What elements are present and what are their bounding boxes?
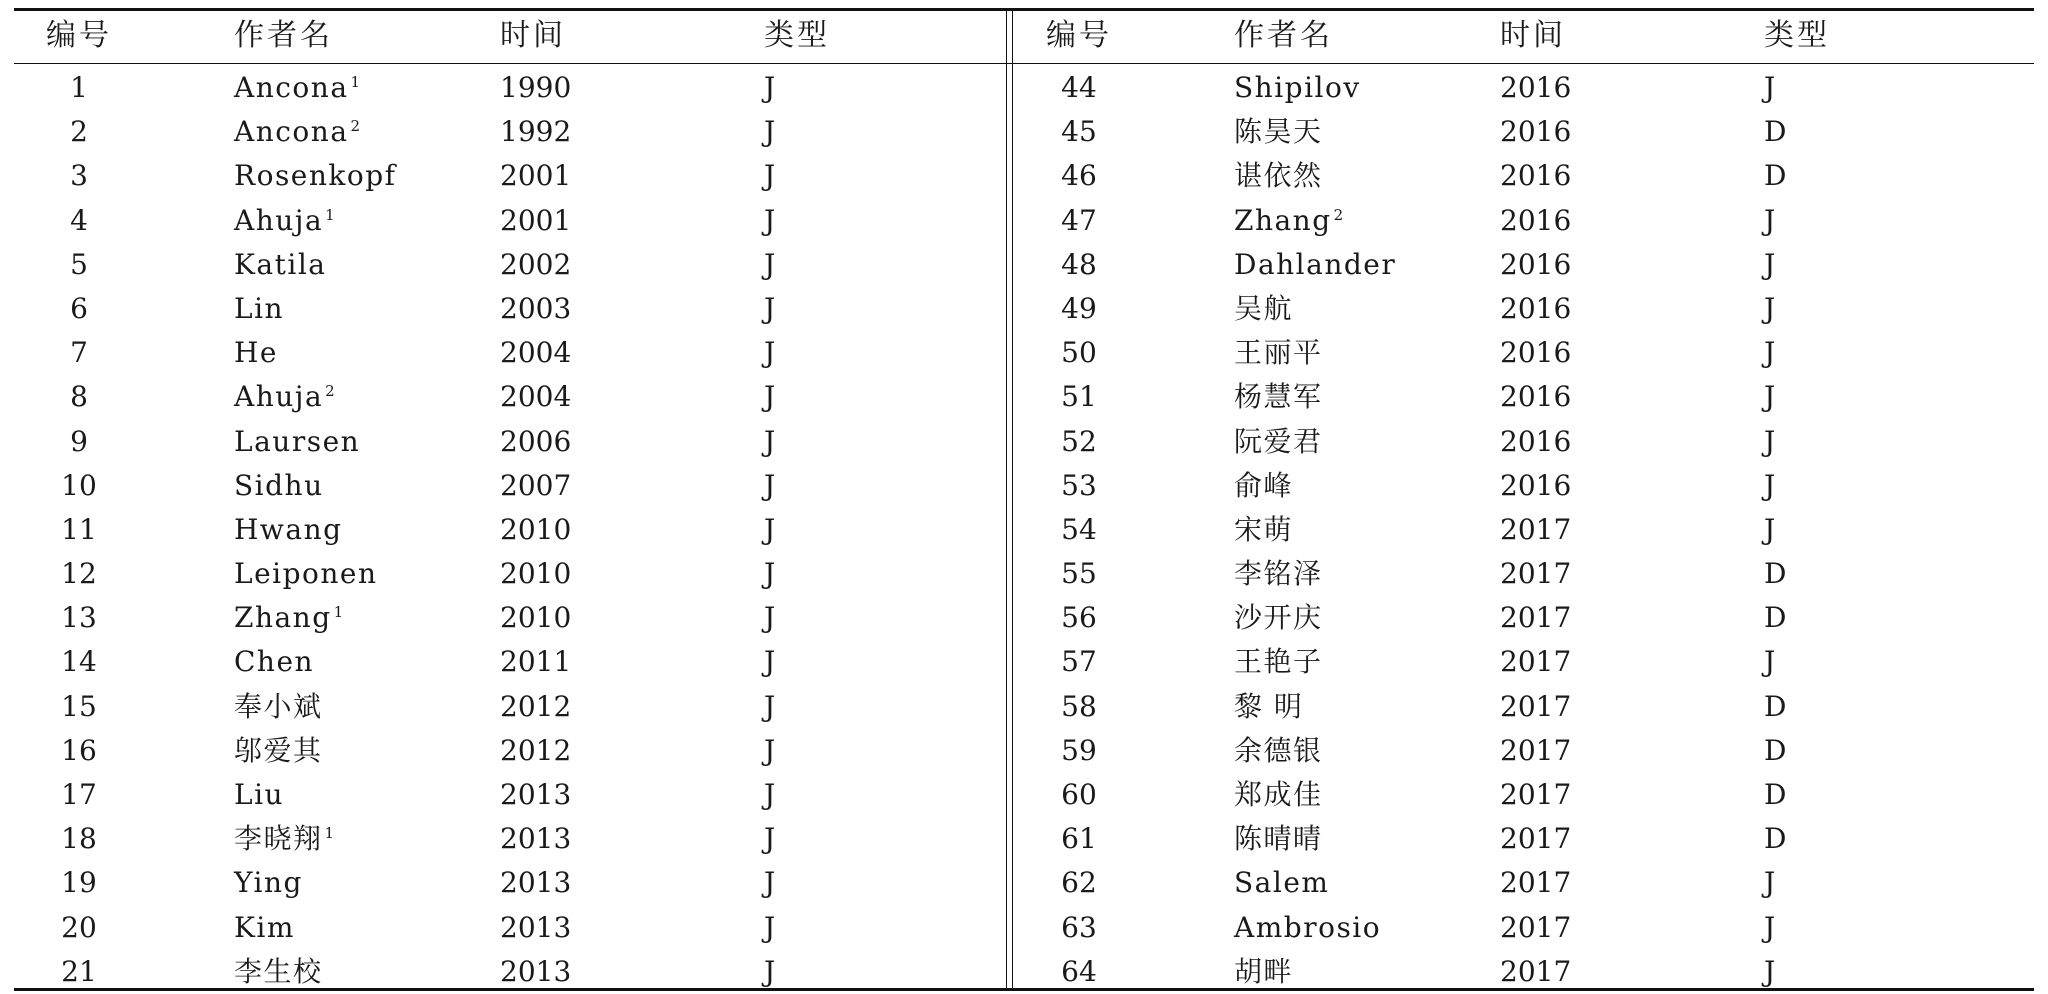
author-name: 黎 明: [1234, 689, 1304, 723]
divider-line-b: [1012, 8, 1013, 991]
publication-type: J: [1764, 512, 1776, 546]
publication-year: 2013: [500, 866, 572, 900]
author-name: 王艳子: [1234, 645, 1323, 679]
header-number: 编号: [1046, 18, 1112, 53]
publication-type: J: [764, 115, 776, 149]
author-name: Lin: [234, 291, 285, 325]
publication-year: 2017: [1500, 689, 1572, 723]
publication-year: 2010: [500, 601, 572, 635]
table-row: [14, 287, 1004, 331]
table-row: [14, 199, 1004, 243]
publication-type: J: [764, 822, 776, 856]
left-table-half: [14, 8, 1004, 991]
publication-type: J: [764, 601, 776, 635]
publication-type: D: [1764, 733, 1787, 767]
table-row: [1014, 110, 2034, 154]
author-name: Leiponen: [234, 557, 378, 591]
table-row: [1014, 685, 2034, 729]
row-number: 44: [1061, 71, 1097, 104]
publication-year: 2016: [1500, 159, 1572, 193]
publication-year: 2017: [1500, 822, 1572, 856]
table-row: [1014, 66, 2034, 110]
table-row: [1014, 596, 2034, 640]
table-row: [14, 685, 1004, 729]
row-number: 62: [1061, 866, 1097, 900]
table-row: [1014, 420, 2034, 464]
author-name: Katila: [234, 247, 327, 281]
row-number: 20: [61, 910, 97, 944]
table-row: [14, 66, 1004, 110]
publication-type: D: [1764, 159, 1787, 193]
publication-year: 2017: [1500, 557, 1572, 591]
publication-year: 2016: [1500, 336, 1572, 370]
author-name: Chen: [234, 645, 315, 679]
author-name: 陈晴晴: [1234, 822, 1323, 856]
row-number: 48: [1061, 247, 1097, 281]
publication-year: 2013: [500, 822, 572, 856]
row-number: 54: [1061, 512, 1097, 546]
publication-type: J: [764, 291, 776, 325]
header-time: 时间: [1500, 18, 1566, 53]
publication-year: 2017: [1500, 645, 1572, 679]
header-author: 作者名: [234, 18, 333, 53]
publication-type: J: [764, 159, 776, 193]
publication-year: 2017: [1500, 601, 1572, 635]
header-number: 编号: [46, 18, 112, 53]
row-number: 7: [70, 336, 88, 370]
table-row: [1014, 817, 2034, 861]
row-number: 55: [1061, 557, 1097, 591]
row-number: 47: [1061, 203, 1097, 237]
table-body: [1014, 66, 2034, 994]
publication-year: 2002: [500, 247, 572, 281]
author-name: Laursen: [234, 424, 361, 458]
publication-year: 2010: [500, 557, 572, 591]
table-row: [1014, 464, 2034, 508]
author-name: Ahuja $^1$: [234, 203, 335, 237]
author-table: [14, 8, 2034, 991]
publication-year: 2016: [1500, 424, 1572, 458]
author-name: 李生校: [234, 954, 323, 988]
row-number: 3: [70, 159, 88, 193]
publication-type: J: [764, 954, 776, 988]
publication-year: 2017: [1500, 910, 1572, 944]
table-row: [1014, 199, 2034, 243]
row-number: 11: [61, 512, 97, 546]
publication-type: J: [764, 910, 776, 944]
publication-year: 2016: [1500, 247, 1572, 281]
table-body: [14, 66, 1004, 994]
superscript-index: 1: [325, 205, 335, 224]
publication-type: J: [764, 866, 776, 900]
publication-type: J: [1764, 380, 1776, 414]
author-name: Shipilov: [1234, 71, 1361, 104]
publication-year: 2004: [500, 380, 572, 414]
row-number: 5: [70, 247, 88, 281]
author-name: 杨慧军: [1234, 380, 1323, 414]
publication-type: J: [764, 689, 776, 723]
author-name: 胡畔: [1234, 954, 1294, 988]
row-number: 6: [70, 291, 88, 325]
publication-year: 1992: [500, 115, 572, 149]
table-row: [1014, 154, 2034, 198]
table-row: [1014, 640, 2034, 684]
author-name: Ahuja $^2$: [234, 380, 335, 414]
publication-type: J: [764, 778, 776, 811]
author-name: 郑成佳: [1234, 778, 1323, 811]
row-number: 21: [61, 954, 97, 988]
row-number: 16: [61, 733, 97, 767]
row-number: 52: [1061, 424, 1097, 458]
publication-year: 2017: [1500, 512, 1572, 546]
author-name: 余德银: [1234, 733, 1323, 767]
row-number: 19: [61, 866, 97, 900]
publication-type: J: [1764, 645, 1776, 679]
table-row: [14, 154, 1004, 198]
publication-year: 2010: [500, 512, 572, 546]
table-row: [14, 729, 1004, 773]
publication-type: J: [764, 733, 776, 767]
publication-type: J: [1764, 954, 1776, 988]
table-row: [1014, 906, 2034, 950]
author-name: Rosenkopf: [234, 159, 397, 193]
table-row: [14, 640, 1004, 684]
row-number: 15: [61, 689, 97, 723]
row-number: 17: [61, 778, 97, 811]
row-number: 14: [61, 645, 97, 679]
publication-year: 2007: [500, 468, 572, 502]
table-row: [14, 464, 1004, 508]
superscript-index: 1: [333, 603, 344, 622]
author-name: Liu: [234, 778, 285, 811]
table-row: [1014, 729, 2034, 773]
table-row: [14, 950, 1004, 994]
row-number: 61: [1061, 822, 1097, 856]
table-row: [1014, 331, 2034, 375]
publication-year: 2004: [500, 336, 572, 370]
row-number: 12: [61, 557, 97, 591]
row-number: 9: [70, 424, 88, 458]
publication-type: J: [764, 557, 776, 591]
row-number: 49: [1061, 291, 1097, 325]
table-row: [14, 375, 1004, 419]
publication-year: 2017: [1500, 866, 1572, 900]
publication-year: 1990: [500, 71, 572, 104]
publication-year: 2017: [1500, 778, 1572, 811]
author-name: 邬爱其: [234, 733, 323, 767]
publication-year: 2013: [500, 778, 572, 811]
publication-year: 2017: [1500, 954, 1572, 988]
author-name: Ying: [234, 866, 303, 900]
row-number: 58: [1061, 689, 1097, 723]
table-row: [14, 596, 1004, 640]
publication-type: J: [764, 424, 776, 458]
row-number: 63: [1061, 910, 1097, 944]
row-number: 51: [1061, 380, 1097, 414]
table-row: [14, 906, 1004, 950]
table-row: [14, 817, 1004, 861]
superscript-index: 2: [1333, 205, 1344, 224]
publication-year: 2012: [500, 733, 572, 767]
publication-type: D: [1764, 778, 1787, 811]
publication-year: 2012: [500, 689, 572, 723]
author-name: Ambrosio: [1234, 910, 1382, 944]
author-name: 王丽平: [1234, 336, 1323, 370]
row-number: 56: [1061, 601, 1097, 635]
row-number: 18: [61, 822, 97, 856]
table-header: [1014, 8, 2034, 64]
author-name: Kim: [234, 910, 295, 944]
author-name: 谌依然: [1234, 159, 1323, 193]
publication-type: J: [764, 203, 776, 237]
header-time: 时间: [500, 18, 566, 53]
publication-type: J: [1764, 291, 1776, 325]
publication-year: 2016: [1500, 291, 1572, 325]
table-row: [1014, 773, 2034, 817]
table-row: [1014, 508, 2034, 552]
table-row: [14, 420, 1004, 464]
author-name: 阮爱君: [1234, 424, 1323, 458]
table-row: [1014, 552, 2034, 596]
publication-type: J: [764, 645, 776, 679]
publication-type: J: [1764, 910, 1776, 944]
publication-type: D: [1764, 689, 1787, 723]
publication-year: 2017: [1500, 733, 1572, 767]
table-row: [14, 331, 1004, 375]
publication-type: D: [1764, 822, 1787, 856]
divider-line-a: [1006, 8, 1007, 991]
author-name: 李晓翔 $^1$: [234, 822, 335, 856]
publication-type: J: [1764, 866, 1776, 900]
row-number: 13: [61, 601, 97, 635]
author-name: Ancona $^2$: [234, 115, 361, 149]
table-row: [14, 508, 1004, 552]
table-row: [1014, 375, 2034, 419]
publication-type: J: [764, 380, 776, 414]
superscript-index: 2: [350, 117, 361, 136]
publication-type: J: [1764, 336, 1776, 370]
author-name: 李铭泽: [1234, 557, 1323, 591]
author-name: Sidhu: [234, 468, 324, 502]
publication-year: 2016: [1500, 203, 1572, 237]
author-name: He: [234, 336, 278, 370]
publication-type: J: [1764, 71, 1776, 104]
superscript-index: 1: [324, 824, 335, 843]
publication-type: J: [1764, 468, 1776, 502]
publication-type: D: [1764, 601, 1787, 635]
table-row: [14, 110, 1004, 154]
publication-type: J: [764, 247, 776, 281]
table-row: [14, 552, 1004, 596]
publication-year: 2013: [500, 954, 572, 988]
header-type: 类型: [764, 18, 830, 53]
row-number: 53: [1061, 468, 1097, 502]
author-name: Hwang: [234, 512, 343, 546]
row-number: 45: [1061, 115, 1097, 149]
publication-year: 2016: [1500, 71, 1572, 104]
publication-type: D: [1764, 557, 1787, 591]
publication-type: J: [764, 71, 776, 104]
publication-year: 2011: [500, 645, 572, 679]
row-number: 8: [70, 380, 88, 414]
author-name: Dahlander: [1234, 247, 1397, 281]
author-name: 陈昊天: [1234, 115, 1323, 149]
table-row: [14, 773, 1004, 817]
table-header: [14, 8, 1004, 64]
author-name: Salem: [1234, 866, 1330, 900]
superscript-index: 2: [325, 382, 335, 401]
table-row: [14, 861, 1004, 905]
author-name: Zhang $^1$: [234, 601, 344, 635]
author-name: 沙开庆: [1234, 601, 1323, 635]
row-number: 59: [1061, 733, 1097, 767]
right-table-half: [1014, 8, 2034, 991]
row-number: 50: [1061, 336, 1097, 370]
header-type: 类型: [1764, 18, 1830, 53]
row-number: 64: [1061, 954, 1097, 988]
publication-type: J: [1764, 247, 1776, 281]
publication-year: 2013: [500, 910, 572, 944]
row-number: 10: [61, 468, 97, 502]
publication-year: 2016: [1500, 115, 1572, 149]
row-number: 4: [70, 203, 88, 237]
publication-year: 2016: [1500, 468, 1572, 502]
author-name: 宋萌: [1234, 512, 1294, 546]
table-row: [1014, 861, 2034, 905]
row-number: 57: [1061, 645, 1097, 679]
author-name: 奉小斌: [234, 689, 323, 723]
publication-year: 2001: [500, 203, 572, 237]
publication-year: 2003: [500, 291, 572, 325]
publication-type: J: [1764, 203, 1776, 237]
publication-year: 2006: [500, 424, 572, 458]
publication-type: J: [764, 336, 776, 370]
row-number: 1: [70, 71, 88, 104]
row-number: 60: [1061, 778, 1097, 811]
table-row: [1014, 950, 2034, 994]
publication-type: D: [1764, 115, 1787, 149]
author-name: Zhang $^2$: [1234, 203, 1344, 237]
row-number: 46: [1061, 159, 1097, 193]
author-name: 吴航: [1234, 291, 1294, 325]
publication-year: 2001: [500, 159, 572, 193]
publication-type: J: [764, 512, 776, 546]
header-author: 作者名: [1234, 18, 1333, 53]
table-row: [1014, 287, 2034, 331]
superscript-index: 1: [350, 73, 361, 91]
publication-type: J: [764, 468, 776, 502]
publication-type: J: [1764, 424, 1776, 458]
table-row: [14, 243, 1004, 287]
author-name: Ancona $^1$: [234, 71, 361, 104]
row-number: 2: [70, 115, 88, 149]
table-row: [1014, 243, 2034, 287]
publication-year: 2016: [1500, 380, 1572, 414]
author-name: 俞峰: [1234, 468, 1294, 502]
